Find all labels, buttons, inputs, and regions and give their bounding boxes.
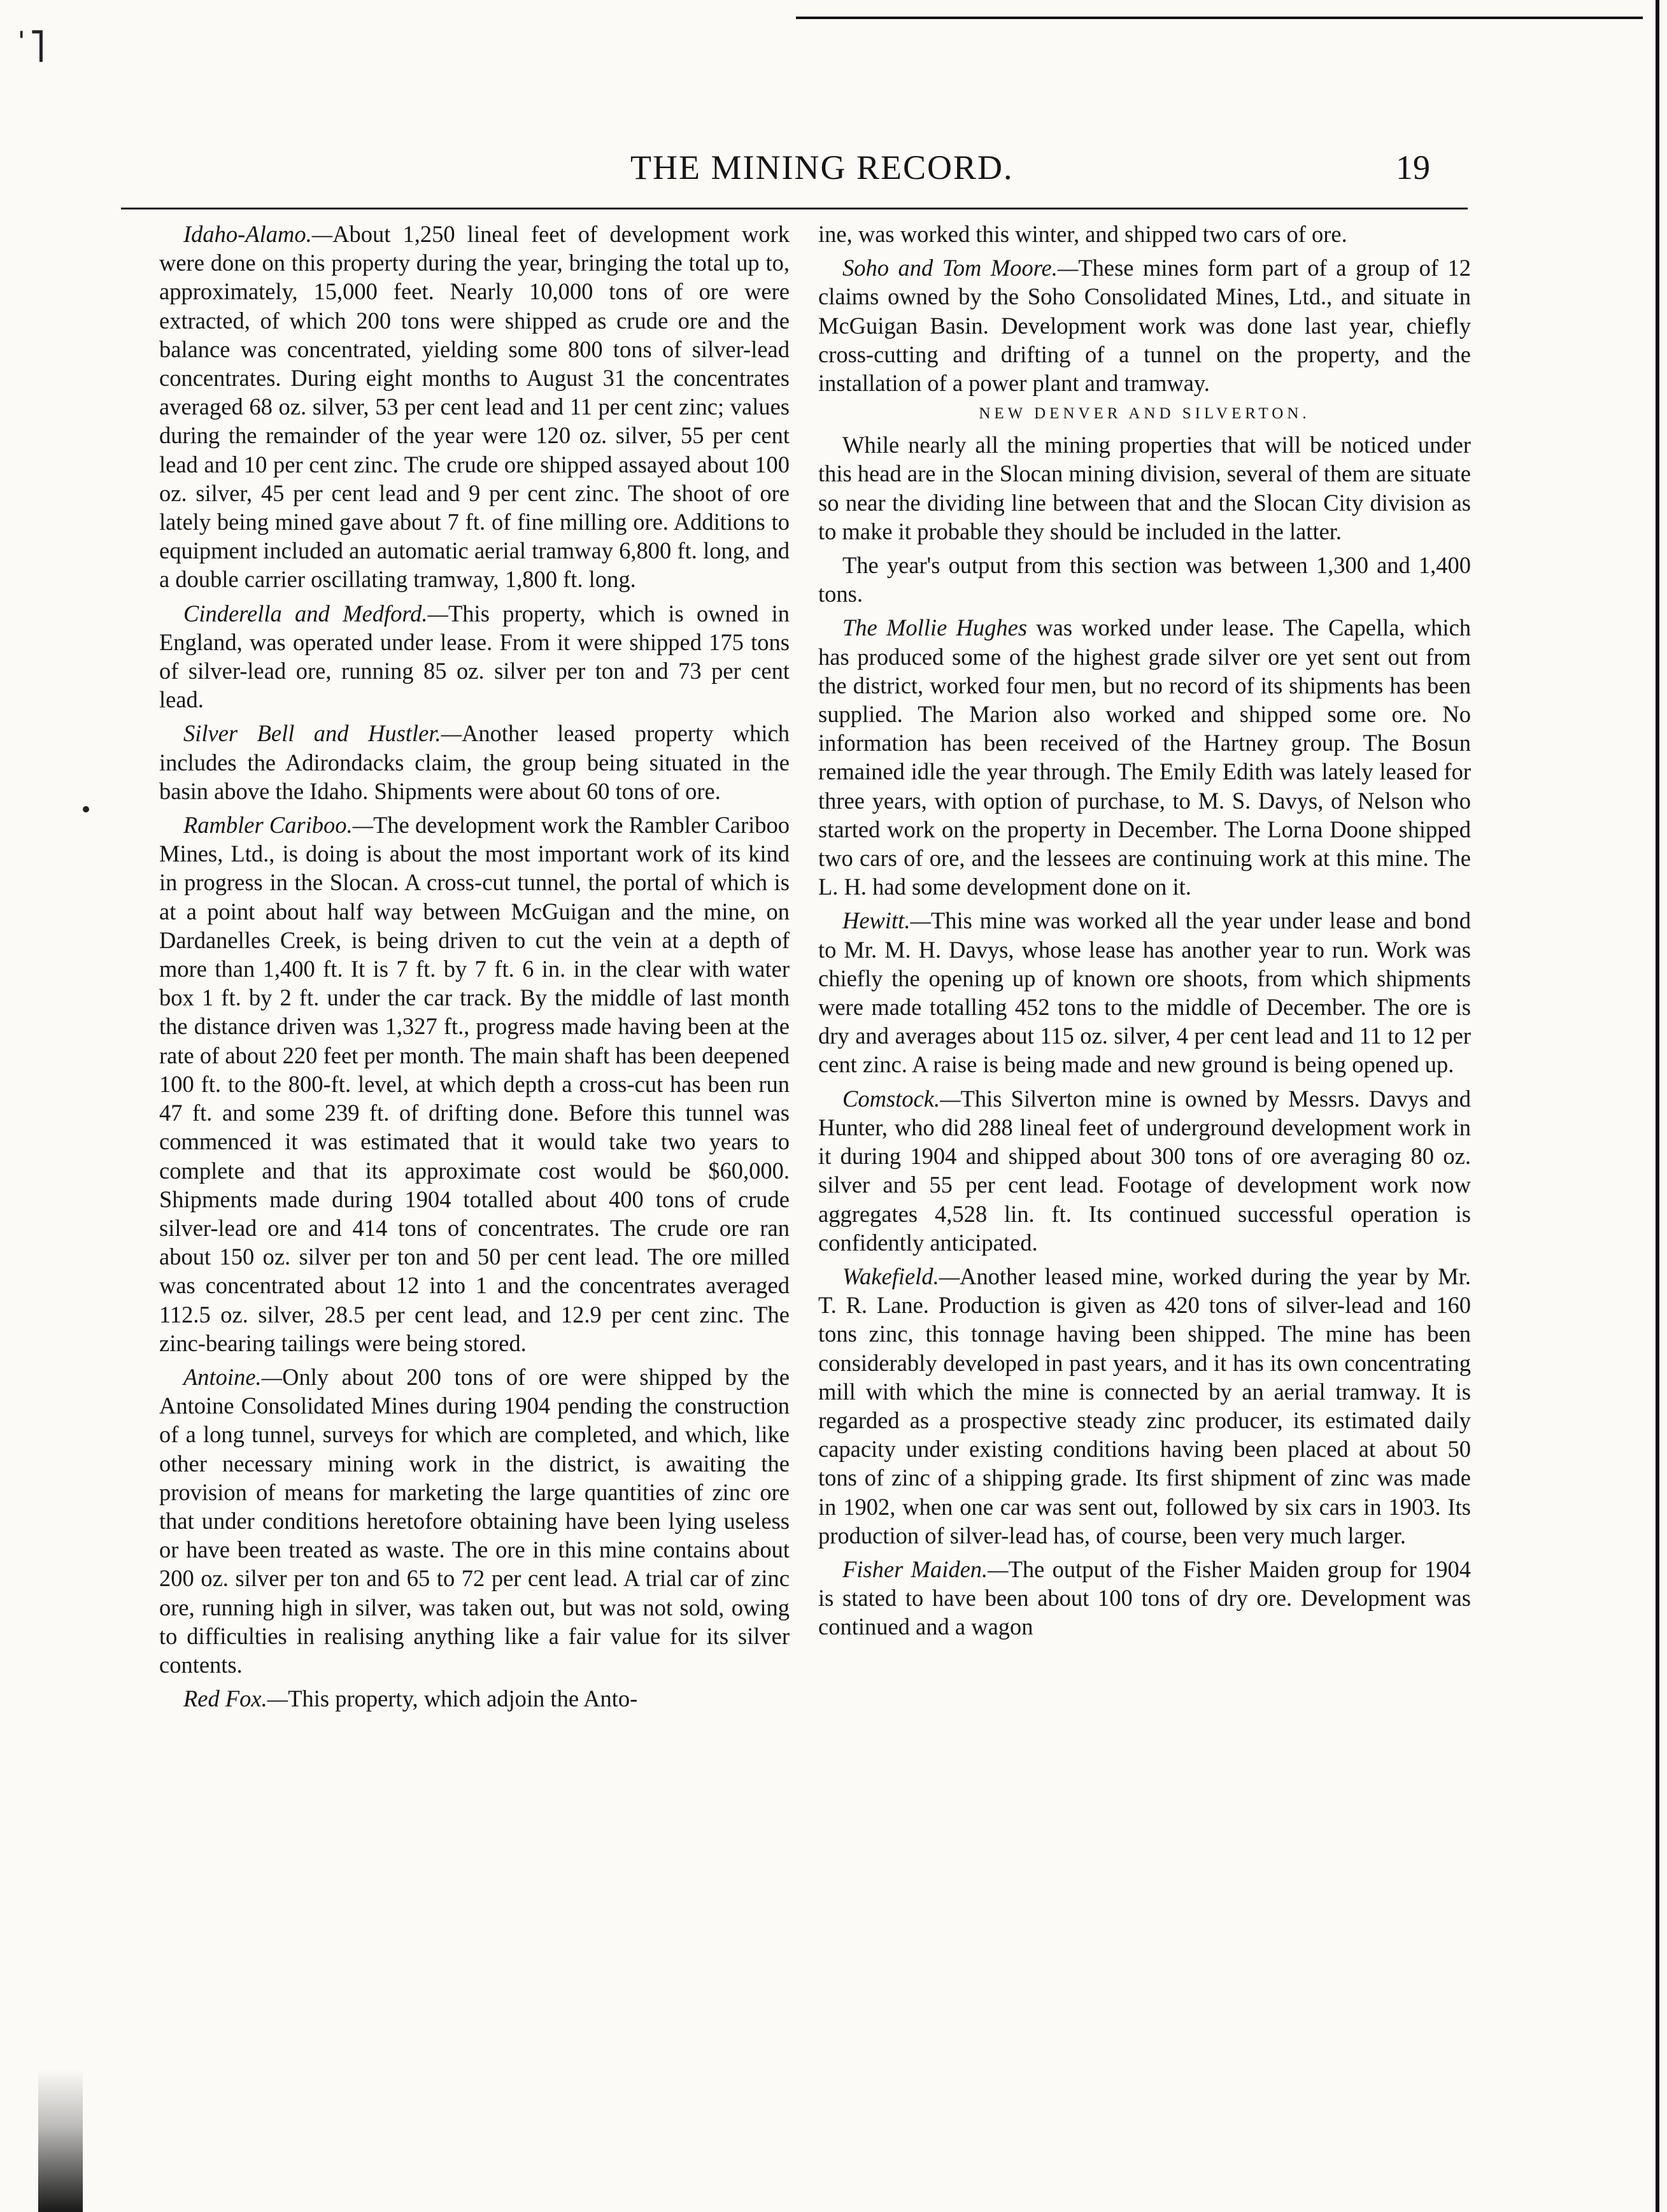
section-subhead: NEW DENVER AND SILVERTON. bbox=[979, 405, 1310, 423]
paragraph-text: This mine was worked all the year under lease and bond to Mr. M. H. Davys, whose lease has another year to run. Work was chiefly the opening up of known ore shoots, from which shipments were made totalling 452 tons to the middle of December. The ore is dry and averages about 115 oz. silver, 4 per cent lead and 11 to 12 per cent zinc. A raise is being made and new ground is being opened up. bbox=[818, 907, 1471, 1078]
mine-name: Silver Bell and Hustler.— bbox=[183, 720, 462, 747]
margin-dot bbox=[83, 806, 89, 812]
article-paragraph bbox=[818, 906, 1471, 1079]
paragraph-text: The output of the Fisher Maiden group for 1904 is stated to have been about 100 tons of dry ore. Development was continued and a wagon bbox=[818, 1556, 1471, 1640]
article-paragraph bbox=[818, 613, 1471, 901]
paragraph-text: was worked under lease. The Capella, which has produced some of the highest grade silver ore yet sent out from the district, worked four men, but no record of its shipments has been supplied. The Marion also worked and shipped some ore. No information has been received of the Hartney group. The Bosun remained idle the year through. The Emily Edith was lately leased for three years, with option of purchase, to M. S. Davys, of Nelson who started work on the property in December. The Lorna Doone shipped two cars of ore, and the lessees are continuing work at this mine. The L. H. had some development done on it. bbox=[818, 614, 1471, 900]
paragraph-text: This Silverton mine is owned by Messrs. Davys and Hunter, who did 288 lineal feet of underground development work in it during 1904 and shipped about 300 tons of ore averaging 80 oz. silver and 55 per cent lead. Footage of development work now aggregates 4,528 lin. ft. Its continued successful operation is confidently anticipated. bbox=[818, 1085, 1471, 1256]
paragraph-text: Only about 200 tons of ore were shipped by the Antoine Consolidated Mines during 1904 pending the construction of a long tunnel, surveys for which are completed, and which, like other necessary mining work in the district, is awaiting the provision of means for marketing the large quantities of zinc ore that under conditions heretofore obtaining have been lying useless or have been treated as waste. The ore in this mine contains about 200 oz. silver per ton and 65 to 72 per cent lead. A trial car of zinc ore, running high in silver, was taken out, but was not sold, owing to difficulties in realising anything like a fair value for its silver contents. bbox=[159, 1363, 790, 1678]
page-edge bbox=[1656, 0, 1659, 2212]
paragraph-text: ine, was worked this winter, and shipped two cars of ore. bbox=[818, 221, 1347, 247]
mine-name: Comstock.— bbox=[842, 1085, 961, 1112]
mine-name: Hewitt.— bbox=[842, 907, 931, 934]
article-paragraph bbox=[818, 430, 1471, 546]
article-paragraph bbox=[159, 220, 790, 594]
page-number: 19 bbox=[1396, 148, 1430, 187]
article-paragraph bbox=[818, 220, 1471, 248]
paragraph-text: This property, which is owned in England, was operated under lease. From it were shipped 175 tons of silver-lead ore, running 85 oz. silver per ton and 73 per cent lead. bbox=[159, 600, 790, 713]
article-paragraph bbox=[818, 1555, 1471, 1641]
article-paragraph bbox=[818, 1262, 1471, 1550]
mine-name: Rambler Cariboo.— bbox=[183, 812, 374, 839]
paragraph-text: Another leased mine, worked during the year by Mr. T. R. Lane. Production is given as 420 tons of silver-lead and 160 tons zinc, this tonnage having been shipped. The mine has been considerably developed in past years, and it has its own concentrating mill with which the mine is connected by an aerial tramway. It is regarded as a prospective steady zinc producer, its estimated daily capacity under existing conditions having been placed at about 50 tons of zinc of a shipping grade. Its first shipment of zinc was made in 1902, when one car was sent out, followed by six cars in 1903. Its production of silver-lead has, of course, been very much larger. bbox=[818, 1263, 1471, 1549]
mine-name: The Mollie Hughes bbox=[842, 614, 1028, 641]
right-column-bottom bbox=[818, 430, 1471, 1641]
mine-name: Fisher Maiden.— bbox=[842, 1556, 1009, 1582]
article-paragraph bbox=[159, 811, 790, 1358]
mine-name: Cinderella and Medford.— bbox=[183, 600, 449, 627]
mine-name: Idaho-Alamo.— bbox=[183, 221, 333, 247]
article-paragraph bbox=[159, 599, 790, 714]
header-rule bbox=[121, 208, 1468, 209]
right-column-top bbox=[818, 220, 1471, 397]
running-head bbox=[0, 141, 1667, 192]
article-paragraph bbox=[159, 1363, 790, 1679]
paragraph-text: About 1,250 lineal feet of development work were done on this property during the year, bringing the total up to, approximately, 15,000 feet. Nearly 10,000 tons of ore were extracted, of which 200 tons were shipped as crude ore and the balance was concentrated, yielding some 800 tons of silver-lead concentrates. During eight months to August 31 the concentrates averaged 68 oz. silver, 53 per cent lead and 11 per cent zinc; values during the remainder of the year were 120 oz. silver, 55 per cent lead and 10 per cent zinc. The crude ore shipped assayed about 100 oz. silver, 45 per cent lead and 9 per cent zinc. The shoot of ore lately being mined gave about 7 ft. of fine milling ore. Additions to equipment included an automatic aerial tramway 6,800 ft. long, and a double carrier oscillating tramway, 1,800 ft. long. bbox=[159, 221, 790, 593]
page-title: THE MINING RECORD. bbox=[630, 148, 1014, 187]
paragraph-text: The year's output from this section was between 1,300 and 1,400 tons. bbox=[818, 552, 1471, 607]
article-paragraph bbox=[159, 719, 790, 805]
paragraph-text: The development work the Rambler Cariboo Mines, Ltd., is doing is about the most important work of its kind in progress in the Slocan. A cross-cut tunnel, the portal of which is at a point about half way between McGuigan and the mine, on Dardanelles Creek, is being driven to cut the vein at a depth of more than 1,400 ft. It is 7 ft. by 7 ft. 6 in. in the clear with water box 1 ft. by 2 ft. under the car track. By the middle of last month the distance driven was 1,327 ft., progress made having been at the rate of about 220 feet per month. The main shaft has been deepened 100 ft. to the 800-ft. level, at which depth a cross-cut has been run 47 ft. and some 239 ft. of drifting done. Before this tunnel was commenced it was estimated that it would take two years to complete and that its approximate cost would be $60,000. Shipments made during 1904 totalled about 400 tons of crude silver-lead ore and 414 tons of concentrates. The crude ore ran about 150 oz. silver per ton and 50 per cent lead. The ore milled was concentrated about 12 into 1 and the concentrates averaged 112.5 oz. silver, 28.5 per cent lead, and 12.9 per cent zinc. The zinc-bearing tailings were being stored. bbox=[159, 812, 790, 1356]
binding-shadow bbox=[38, 2069, 83, 2212]
article-paragraph bbox=[818, 1084, 1471, 1257]
mine-name: Soho and Tom Moore.— bbox=[842, 255, 1079, 281]
paragraph-text: These mines form part of a group of 12 claims owned by the Soho Consolidated Mines, Ltd., and situate in McGuigan Basin. Development work was done last year, chiefly cross-cutting and drifting of a tunnel on the property, and the installation of a power plant and tramway. bbox=[818, 255, 1471, 397]
mine-name: Antoine.— bbox=[183, 1363, 283, 1390]
left-column bbox=[159, 220, 790, 2181]
top-rule bbox=[796, 17, 1643, 19]
paragraph-text: This property, which adjoin the Anto- bbox=[288, 1685, 638, 1712]
margin-mark: ˈ˥ bbox=[14, 23, 46, 72]
paragraph-text: While nearly all the mining properties that will be noticed under this head are in the Slocan mining division, several of them are situate so near the dividing line between that and the Slocan City division as to make it probable they should be included in the latter. bbox=[818, 432, 1471, 544]
article-paragraph bbox=[159, 1684, 790, 1713]
article-paragraph bbox=[818, 253, 1471, 397]
right-column bbox=[818, 220, 1471, 2181]
mine-name: Wakefield.— bbox=[842, 1263, 960, 1289]
article-paragraph bbox=[818, 551, 1471, 608]
mine-name: Red Fox.— bbox=[183, 1685, 288, 1712]
paragraph-text: Another leased property which includes the Adirondacks claim, the group being situated in the basin above the Idaho. Shipments were about 60 tons of ore. bbox=[159, 720, 790, 804]
